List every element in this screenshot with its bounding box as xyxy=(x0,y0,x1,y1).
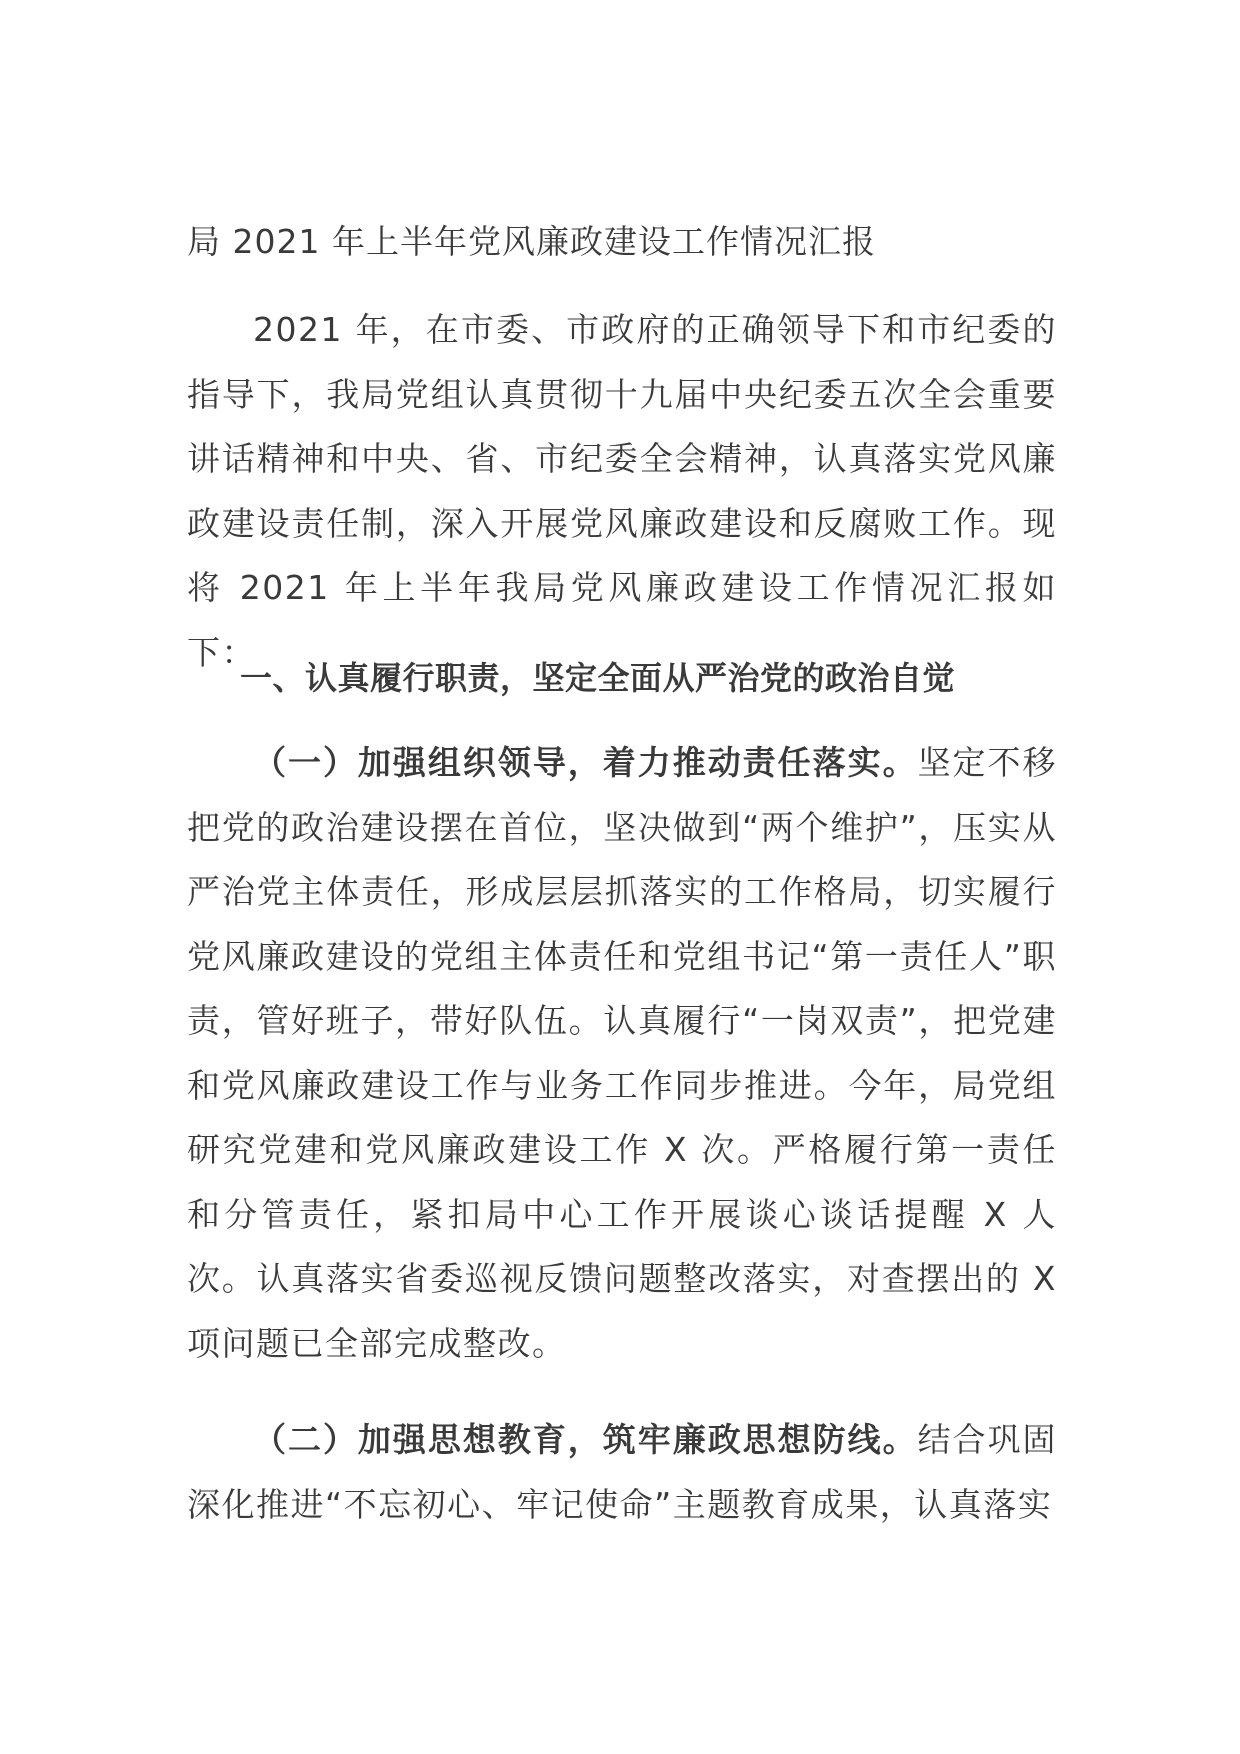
section-heading-1: 一、认真履行职责，坚定全面从严治党的政治自觉 xyxy=(240,659,956,697)
subsection-paragraph-2 xyxy=(187,1408,1057,1537)
subsection-paragraph-1 xyxy=(187,731,1057,1376)
subsection-body-1: 坚定不移把党的政治建设摆在首位，坚决做到“两个维护”，压实从严治党主体责任，形成层层抓落实的工作格局，切实履行党风廉政建设的党组主体责任和党组书记“第一责任人”职责，管好班子，带好队伍。认真履行“一岗双责”，把党建和党风廉政建设工作与业务工作同步推进。今年，局党组研究党建和党风廉政建设工作 X 次。严格履行第一责任和分管责任，紧扣局中心工作开展谈心谈话提醒 X 人次。认真落实省委巡视反馈问题整改落实，对查摆出的 X 项问题已全部完成整改。 xyxy=(187,743,1058,1363)
subsection-lead-1: （一）加强组织领导，着力推动责任落实。 xyxy=(253,743,918,782)
document-title: 局 2021 年上半年党风廉政建设工作情况汇报 xyxy=(187,222,876,261)
intro-paragraph: 2021 年，在市委、市政府的正确领导下和市纪委的指导下，我局党组认真贯彻十九届中央纪委五次全会重要讲话精神和中央、省、市纪委全会精神，认真落实党风廉政建设责任制，深入开展党风廉政建设和反腐败工作。现将 2021 年上半年我局党风廉政建设工作情况汇报如下： xyxy=(187,310,1057,672)
subsection-lead-2: （二）加强思想教育，筑牢廉政思想防线。 xyxy=(253,1420,918,1459)
subsection-body-2: 结合巩固深化推进“不忘初心、牢记使命”主题教育成果，认真落实 xyxy=(187,1420,1058,1524)
